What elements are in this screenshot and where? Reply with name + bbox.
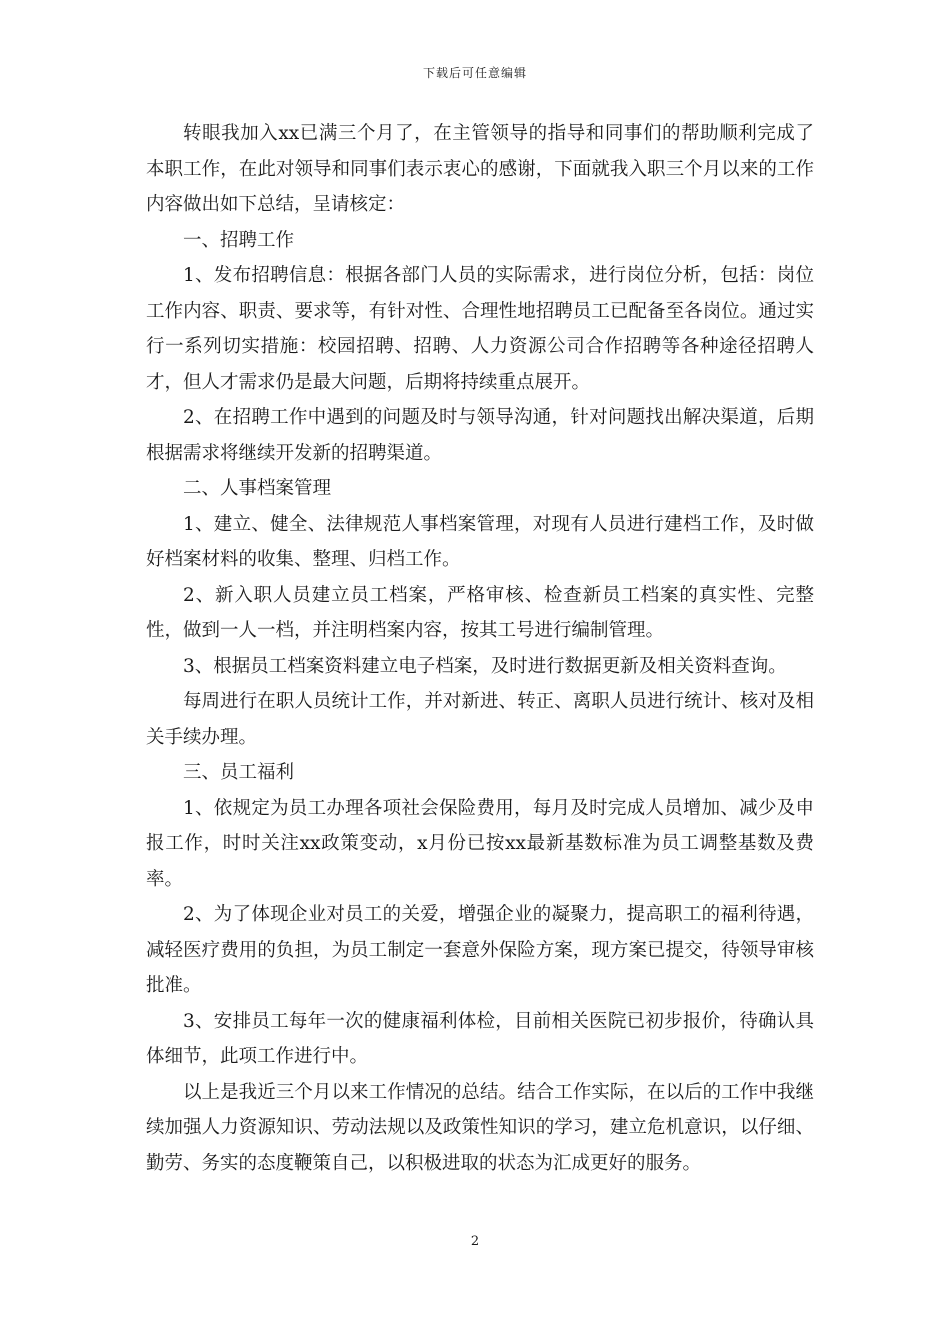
paragraph-recruitment-1: 1、发布招聘信息：根据各部门人员的实际需求，进行岗位分析，包括：岗位工作内容、职责、要求等，有针对性、合理性地招聘员工已配备至各岗位。通过实行一系列切实措施：校园招聘、招聘、人力资源公司合作招聘等各种途径招聘人才，但人才需求仍是最大问题，后期将持续重点展开。 (146, 265, 814, 393)
page-header: 下载后可任意编辑 (422, 66, 527, 80)
paragraph-welfare-3: 3、安排员工每年一次的健康福利体检，目前相关医院已初步报价，待确认具体细节，此项工作进行中。 (146, 1010, 814, 1067)
paragraph-intro: 转眼我加入xx已满三个月了，在主管领导的指导和同事们的帮助顺利完成了本职工作，在此对领导和同事们表示衷心的感谢，下面就我入职三个月以来的工作内容做出如下总结，呈请核定： (146, 123, 814, 215)
paragraph-files-3: 3、根据员工档案资料建立电子档案，及时进行数据更新及相关资料查询。 (183, 655, 787, 677)
page-number: 2 (470, 1234, 480, 1249)
paragraph-welfare-1: 1、依规定为员工办理各项社会保险费用，每月及时完成人员增加、减少及申报工作，时时关注xx政策变动，x月份已按xx最新基数标准为员工调整基数及费率。 (146, 797, 814, 890)
section-heading-welfare: 三、员工福利 (183, 762, 295, 783)
section-heading-personnel-files: 二、人事档案管理 (183, 478, 332, 499)
paragraph-recruitment-2: 2、在招聘工作中遇到的问题及时与领导沟通，针对问题找出解决渠道，后期根据需求将继续开发新的招聘渠道。 (146, 407, 814, 464)
paragraph-files-2: 2、新入职人员建立员工档案，严格审核、检查新员工档案的真实性、完整性，做到一人一档，并注明档案内容，按其工号进行编制管理。 (146, 584, 814, 641)
paragraph-files-4: 每周进行在职人员统计工作，并对新进、转正、离职人员进行统计、核对及相关手续办理。 (146, 691, 814, 748)
paragraph-welfare-2: 2、为了体现企业对员工的关爱，增强企业的凝聚力，提高职工的福利待遇，减轻医疗费用的负担，为员工制定一套意外保险方案，现方案已提交，待领导审核批准。 (146, 904, 814, 996)
document-body (146, 116, 814, 1181)
paragraph-conclusion: 以上是我近三个月以来工作情况的总结。结合工作实际，在以后的工作中我继续加强人力资源知识、劳动法规以及政策性知识的学习，建立危机意识，以仔细、勤劳、务实的态度鞭策自己，以积极进取的状态为汇成更好的服务。 (146, 1081, 814, 1174)
section-heading-recruitment: 一、招聘工作 (183, 229, 295, 251)
paragraph-files-1: 1、建立、健全、法律规范人事档案管理，对现有人员进行建档工作，及时做好档案材料的收集、整理、归档工作。 (146, 513, 814, 570)
